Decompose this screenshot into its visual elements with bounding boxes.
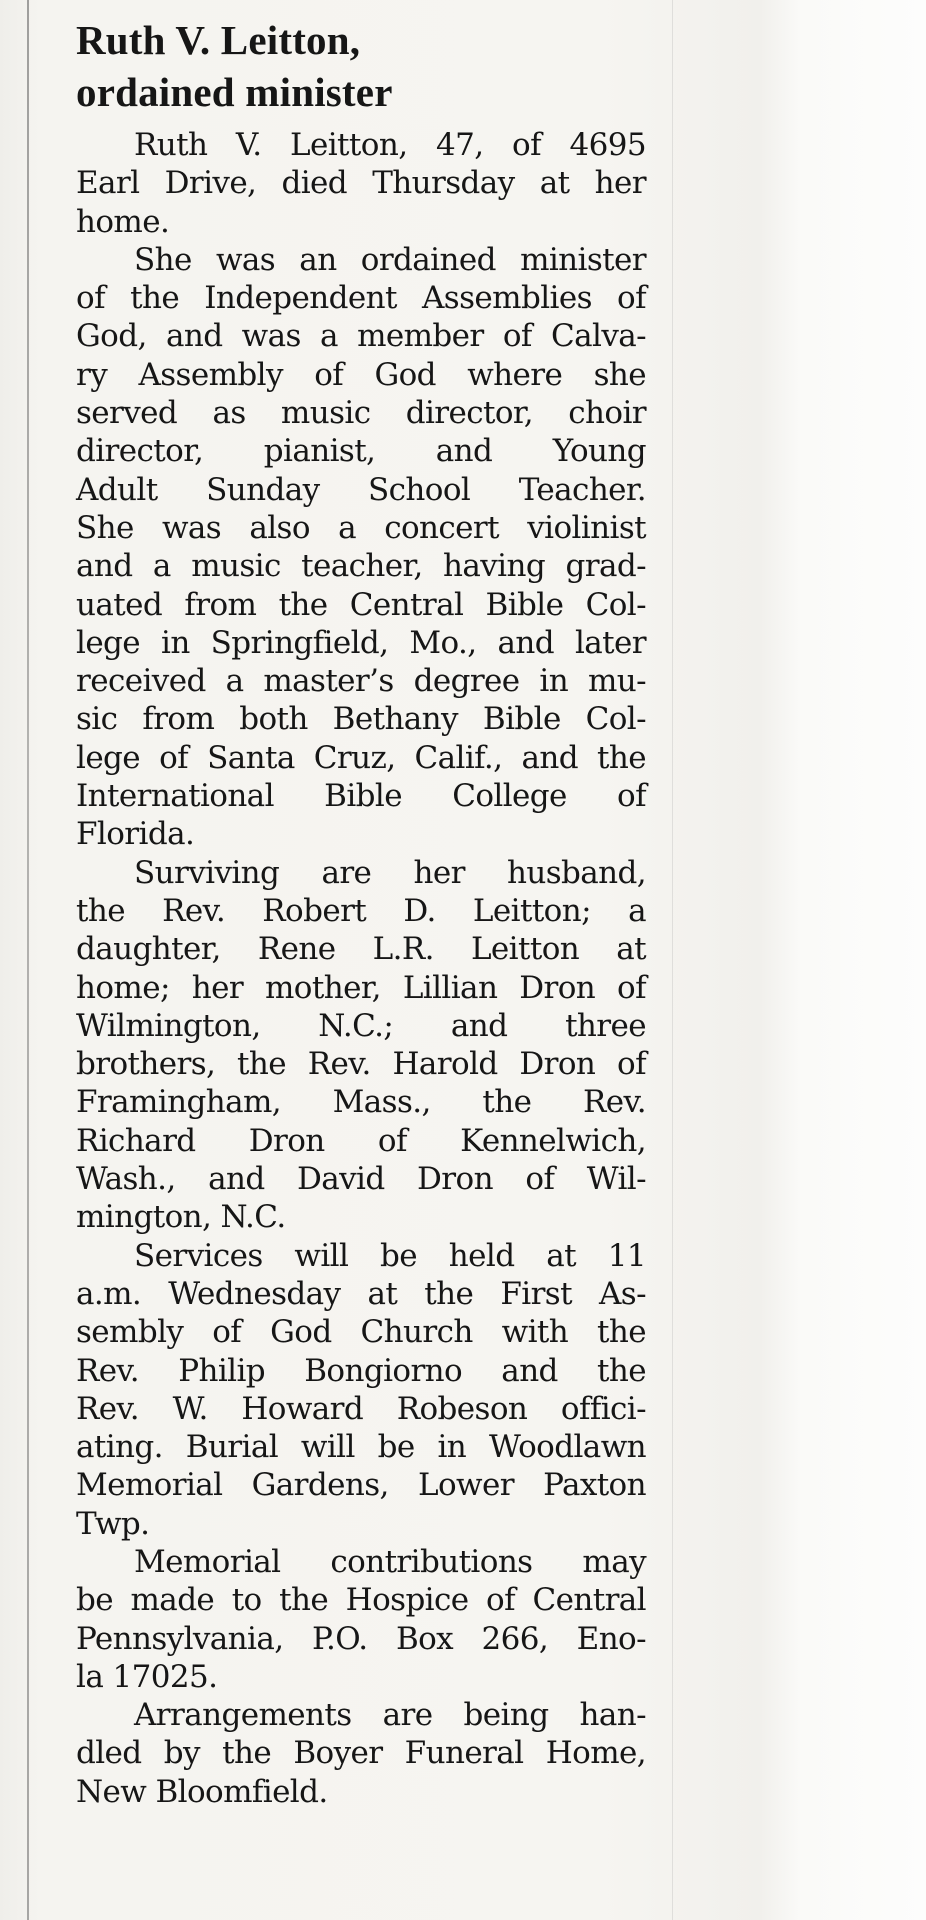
obituary-clipping <box>76 14 646 1811</box>
text-line: Adult Sunday School Teacher. <box>76 471 646 508</box>
text-line: brothers, the Rev. Harold Dron of <box>76 1046 646 1083</box>
text-line: dled by the Boyer Funeral Home, <box>76 1735 646 1772</box>
text-line: Wash., and David Dron of Wil- <box>76 1161 646 1198</box>
text-line: of the Independent Assemblies of <box>76 280 646 317</box>
text-line: the Rev. Robert D. Leitton; a <box>76 892 646 929</box>
text-line: lege of Santa Cruz, Calif., and the <box>76 739 646 776</box>
text-line: la 17025. <box>76 1658 218 1695</box>
text-line: Pennsylvania, P.O. Box 266, Eno- <box>76 1620 646 1657</box>
text-line: Twp. <box>76 1505 150 1542</box>
text-line: Surviving are her husband, <box>134 854 646 891</box>
text-line: ating. Burial will be in Woodlawn <box>76 1429 646 1466</box>
paper-fold-line <box>672 0 673 1920</box>
text-line: Earl Drive, died Thursday at her <box>76 165 646 202</box>
text-line: Services will be held at 11 <box>134 1237 646 1274</box>
obituary-headline <box>76 14 646 118</box>
text-line: New Bloomfield. <box>76 1773 328 1810</box>
paragraph-memorial-contributions <box>76 1543 646 1696</box>
text-line: uated from the Central Bible Col- <box>76 586 646 623</box>
paragraph-survivors <box>76 854 646 1237</box>
text-line: Wilmington, N.C.; and three <box>76 1007 646 1044</box>
text-line: God, and was a member of Calva- <box>76 318 646 355</box>
text-line: Rev. W. Howard Robeson offici- <box>76 1390 646 1427</box>
text-line: Richard Dron of Kennelwich, <box>76 1122 646 1159</box>
paragraph-arrangements <box>76 1696 646 1811</box>
headline-line-2: ordained minister <box>76 69 393 115</box>
text-line: mington, N.C. <box>76 1199 286 1236</box>
text-line: Arrangements are being han- <box>134 1697 646 1734</box>
text-line: lege in Springfield, Mo., and later <box>76 624 646 661</box>
paragraph-death-notice <box>76 126 646 241</box>
text-line: director, pianist, and Young <box>76 433 646 470</box>
text-line: She was an ordained minister <box>134 241 646 278</box>
text-line: Florida. <box>76 816 195 853</box>
text-line: Framingham, Mass., the Rev. <box>76 1084 646 1121</box>
text-line: a.m. Wednesday at the First As- <box>76 1275 646 1312</box>
headline-line-1: Ruth V. Leitton, <box>76 17 361 63</box>
text-line: She was also a concert violinist <box>76 509 646 546</box>
text-line: home; her mother, Lillian Dron of <box>76 969 646 1006</box>
text-line: be made to the Hospice of Central <box>76 1582 646 1619</box>
text-line: Memorial Gardens, Lower Paxton <box>76 1467 646 1504</box>
text-line: International Bible College of <box>76 778 646 815</box>
text-line: received a master’s degree in mu- <box>76 663 646 700</box>
text-line: sic from both Bethany Bible Col- <box>76 701 646 738</box>
paragraph-services <box>76 1237 646 1543</box>
text-line: home. <box>76 203 170 240</box>
text-line: sembly of God Church with the <box>76 1314 646 1351</box>
obituary-body <box>76 126 646 1811</box>
text-line: and a music teacher, having grad- <box>76 548 646 585</box>
paragraph-ministry <box>76 241 646 854</box>
text-line: daughter, Rene L.R. Leitton at <box>76 931 646 968</box>
text-line: Rev. Philip Bongiorno and the <box>76 1352 646 1389</box>
text-line: served as music director, choir <box>76 395 646 432</box>
column-rule <box>27 0 29 1920</box>
text-line: Ruth V. Leitton, 47, of 4695 <box>134 127 646 163</box>
text-line: Memorial contributions may <box>134 1543 646 1580</box>
text-line: ry Assembly of God where she <box>76 356 646 393</box>
